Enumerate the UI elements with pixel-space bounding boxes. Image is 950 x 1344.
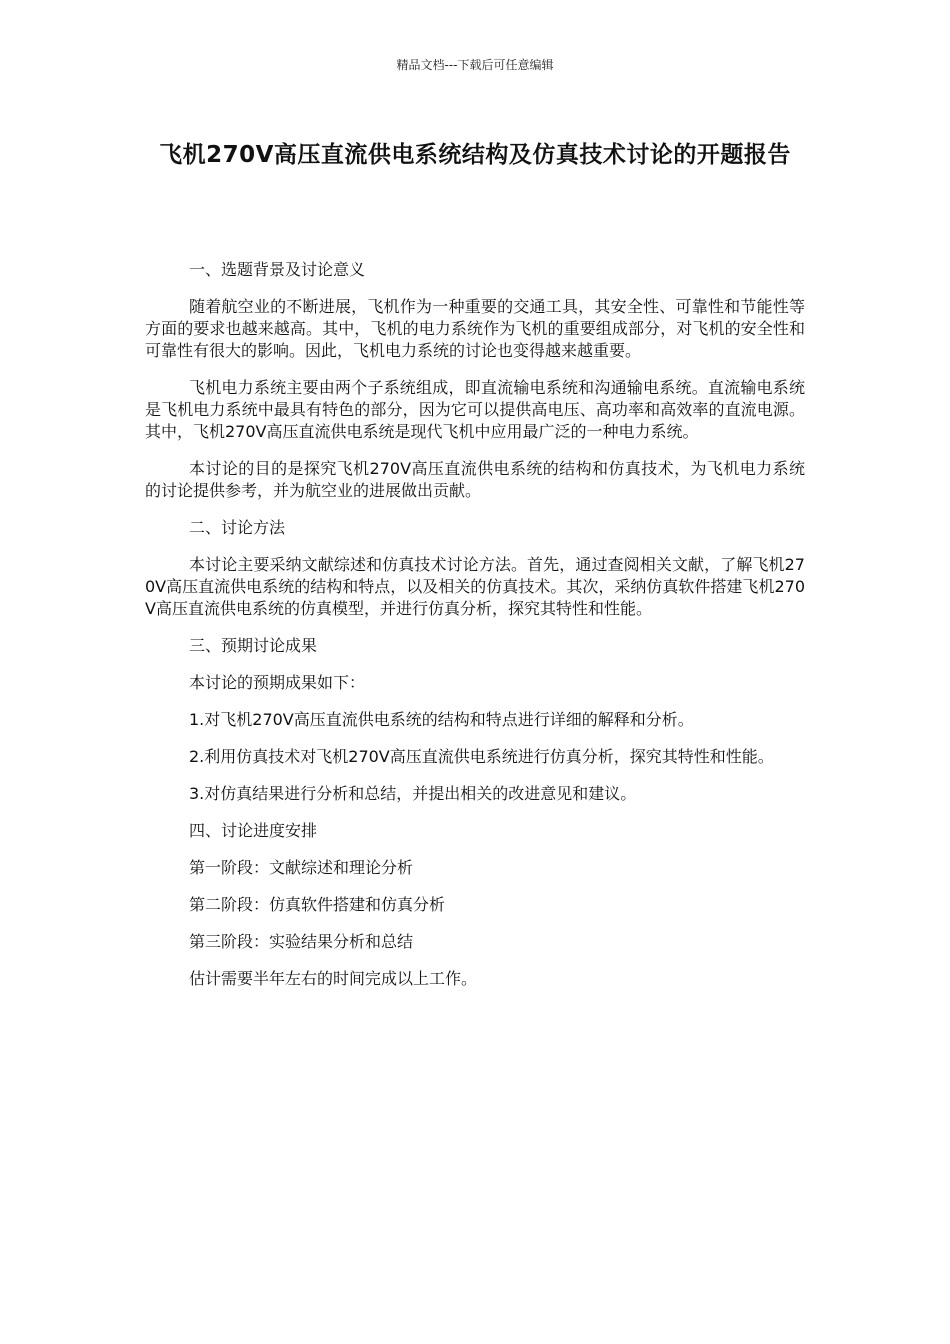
paragraph: 本讨论的预期成果如下： — [189, 673, 366, 692]
list-item: 2.利用仿真技术对飞机270V高压直流供电系统进行仿真分析，探究其特性和性能。 — [189, 747, 774, 766]
section-heading-schedule: 四、讨论进度安排 — [189, 821, 318, 840]
document-body — [145, 259, 805, 1005]
schedule-item: 第三阶段：实验结果分析和总结 — [189, 932, 414, 951]
section-heading-background: 一、选题背景及讨论意义 — [189, 260, 366, 279]
section-heading-results: 三、预期讨论成果 — [189, 636, 318, 655]
list-item: 3.对仿真结果进行分析和总结，并提出相关的改进意见和建议。 — [189, 784, 637, 803]
schedule-item: 第二阶段：仿真软件搭建和仿真分析 — [189, 895, 446, 914]
list-item: 1.对飞机270V高压直流供电系统的结构和特点进行详细的解释和分析。 — [189, 710, 694, 729]
paragraph: 飞机电力系统主要由两个子系统组成，即直流输电系统和沟通输电系统。直流输电系统是飞机电力系统中最具有特色的部分，因为它可以提供高电压、高功率和高效率的直流电源。其中，飞机270V高压直流供电系统是现代飞机中应用最广泛的一种电力系统。 — [145, 378, 805, 441]
page-header: 精品文档---下载后可任意编辑 — [396, 58, 554, 72]
paragraph: 估计需要半年左右的时间完成以上工作。 — [189, 969, 478, 988]
section-heading-method: 二、讨论方法 — [189, 518, 286, 537]
paragraph: 本讨论主要采纳文献综述和仿真技术讨论方法。首先，通过查阅相关文献，了解飞机270V高压直流供电系统的结构和特点，以及相关的仿真技术。其次，采纳仿真软件搭建飞机270V高压直流供电系统的仿真模型，并进行仿真分析，探究其特性和性能。 — [145, 555, 805, 618]
paragraph: 本讨论的目的是探究飞机270V高压直流供电系统的结构和仿真技术，为飞机电力系统的讨论提供参考，并为航空业的进展做出贡献。 — [145, 459, 805, 500]
schedule-item: 第一阶段：文献综述和理论分析 — [189, 858, 414, 877]
paragraph: 随着航空业的不断进展，飞机作为一种重要的交通工具，其安全性、可靠性和节能性等方面的要求也越来越高。其中，飞机的电力系统作为飞机的重要组成部分，对飞机的安全性和可靠性有很大的影响。因此，飞机电力系统的讨论也变得越来越重要。 — [145, 297, 805, 360]
document-title: 飞机270V高压直流供电系统结构及仿真技术讨论的开题报告 — [159, 142, 791, 168]
